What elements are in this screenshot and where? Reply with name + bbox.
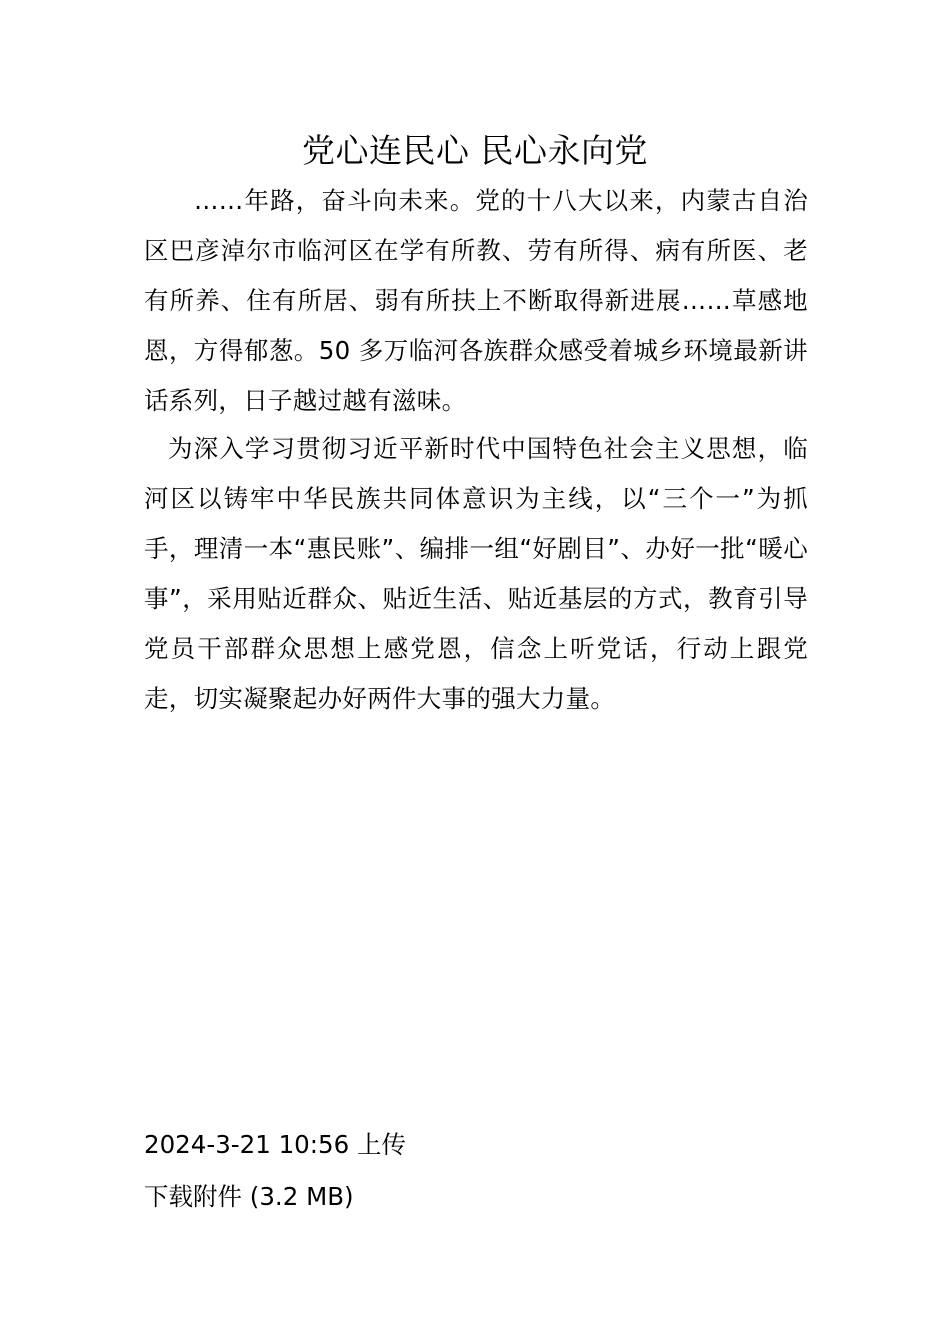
paragraph-2: 为深入学习贯彻习近平新时代中国特色社会主义思想，临河区以铸牢中华民族共同体意识为主线，以“三个一”为抓手，理清一本“惠民账”、编排一组“好剧目”、办好一批“暖心事”，采用贴近群众、贴近生活、贴近基层的方式，教育引导党员干部群众思想上感党恩，信念上听党话，行动上跟党走，切实凝聚起办好两件大事的强大力量。 xyxy=(144,434,808,713)
document-title: 党心连民心 民心永向党 xyxy=(302,131,648,170)
upload-timestamp: 2024-3-21 10:56 上传 xyxy=(144,1130,406,1159)
download-attachment-link[interactable]: 下载附件 (3.2 MB) xyxy=(144,1182,354,1211)
paragraph-1: ……年路，奋斗向未来。党的十八大以来，内蒙古自治区巴彦淖尔市临河区在学有所教、劳有所得、病有所医、老有所养、住有所居、弱有所扶上不断取得新进展……草感地恩，方得郁葱。50 多万临河各族群众感受着城乡环境最新讲话系列，日子越过越有滋味。 xyxy=(144,186,808,415)
